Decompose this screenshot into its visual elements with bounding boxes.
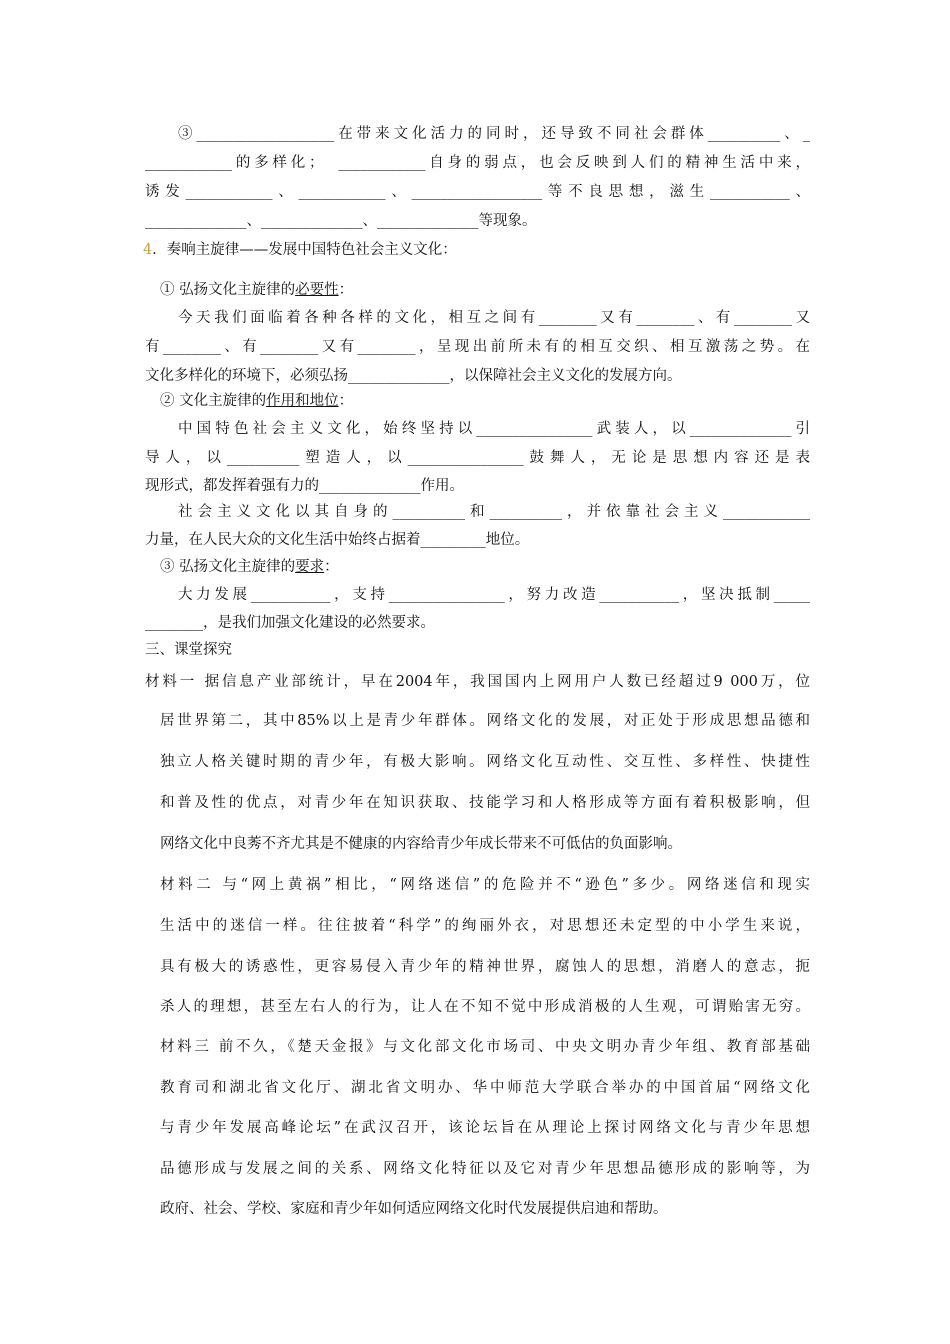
section-title: 三、课堂探究 [145, 642, 232, 658]
material-1-line: 网络文化中良莠不齐尤其是不健康的内容给青少年成长带来不可低估的负面影响。 [160, 836, 682, 852]
item-1-keyword: 必要性 [295, 282, 339, 298]
fill-blank-line: 今天我们面临着各种各样的文化，相互之间有________又有________、有________又 [178, 310, 810, 326]
fill-blank-line: 导人，以__________塑造人，以________________鼓舞人，无论是思想内容还是表 [145, 450, 810, 466]
fill-blank-line: ________，是我们加强文化建设的必然要求。 [145, 615, 435, 631]
item-2-colon: ： [338, 393, 354, 409]
fill-blank-line: 社会主义文化以其自身的__________和__________，并依靠社会主义____________ [178, 504, 810, 520]
item-3-label: ③ 弘扬文化主旋律的 [160, 559, 296, 575]
section-4-title [143, 240, 808, 260]
section-4-title-text: ．奏响主旋律——发展中国特色社会主义文化： [152, 242, 457, 258]
material-3-line: 教育司和湖北省文化厅、湖北省文明办、华中师范大学联合举办的中国首届“网络文化 [160, 1080, 810, 1096]
item-1-colon: ： [338, 282, 354, 298]
material-3-line: 品德形成与发展之间的关系、网络文化特征以及它对青少年思想品德形成的影响等，为 [160, 1161, 810, 1177]
fill-blank-line: ______________、______________、______________等现象。 [145, 213, 537, 229]
item-1-heading [160, 280, 825, 300]
fill-blank-line: 中国特色社会主义文化，始终坚持以________________武装人，以______________引 [178, 421, 810, 437]
material-2-line: 具有极大的诱惑性，更容易侵入青少年的精神世界，腐蚀人的思想，消磨人的意志，扼 [160, 959, 810, 975]
material-1-line: 材料一 据信息产业部统计，早在2004年，我国国内上网用户人数已经超过9 000万，位 [145, 674, 810, 690]
fill-blank-line: 诱发____________、____________、__________________等不良思想，滋生___________、 [145, 184, 810, 200]
material-3-line: 政府、社会、学校、家庭和青少年如何适应网络文化时代发展提供启迪和帮助。 [160, 1201, 668, 1217]
item-3-keyword: 要求 [295, 559, 325, 575]
item-3-heading [160, 557, 825, 577]
fill-blank-line: 现形式，都发挥着强有力的______________作用。 [145, 478, 464, 494]
fill-blank-line: ____________的多样化； ____________自身的弱点，也会反映到人们的精神生活中来， [145, 155, 810, 171]
item-3-colon: ： [324, 559, 339, 575]
material-2-line: 材料二 与“网上黄祸”相比，“网络迷信”的危险并不“逊色”多少。网络迷信和现实 [160, 877, 810, 893]
material-3-line: 材料三 前不久，《楚天金报》与文化部文化市场司、中央文明办青少年组、教育部基础 [160, 1039, 810, 1055]
section-4-number: 4 [143, 242, 153, 258]
fill-blank-line: 有________、有________又有________，呈现出前所未有的相互交织、相互激荡之势。在 [145, 339, 810, 355]
fill-blank-line: 文化多样化的环境下，必须弘扬______________，以保障社会主义文化的发展方向。 [145, 368, 682, 384]
material-1-line: 居世界第二，其中85%以上是青少年群体。网络文化的发展，对正处于形成思想品德和 [160, 713, 810, 729]
item-2-keyword: 作用和地位 [266, 393, 339, 409]
item-2-label: ② 文化主旋律的 [160, 393, 267, 409]
fill-blank-line: 力量，在人民大众的文化生活中始终占据着_________地位。 [145, 532, 530, 548]
item-2-heading [160, 391, 825, 411]
material-2-line: 生活中的迷信一样。往往披着“科学”的绚丽外衣，对思想还未定型的中小学生来说， [160, 918, 810, 934]
material-1-line: 和普及性的优点，对青少年在知识获取、技能学习和人格形成等方面有着积极影响，但 [160, 795, 810, 811]
item-1-label: ① 弘扬文化主旋律的 [160, 282, 296, 298]
fill-blank-line: ③___________________在带来文化活力的同时，还导致不同社会群体__________、_ [178, 126, 810, 142]
material-1-line: 独立人格关键时期的青少年，有极大影响。网络文化互动性、交互性、多样性、快捷性 [160, 754, 810, 770]
material-3-line: 与青少年发展高峰论坛”在武汉召开，该论坛旨在从理论上探讨网络文化与青少年思想 [160, 1120, 810, 1136]
material-2-line: 杀人的理想，甚至左右人的行为，让人在不知不觉中形成消极的人生观，可谓贻害无穷。 [160, 999, 810, 1015]
fill-blank-line: 大力发展___________，支持________________，努力改造___________，坚决抵制_____ [178, 587, 810, 603]
